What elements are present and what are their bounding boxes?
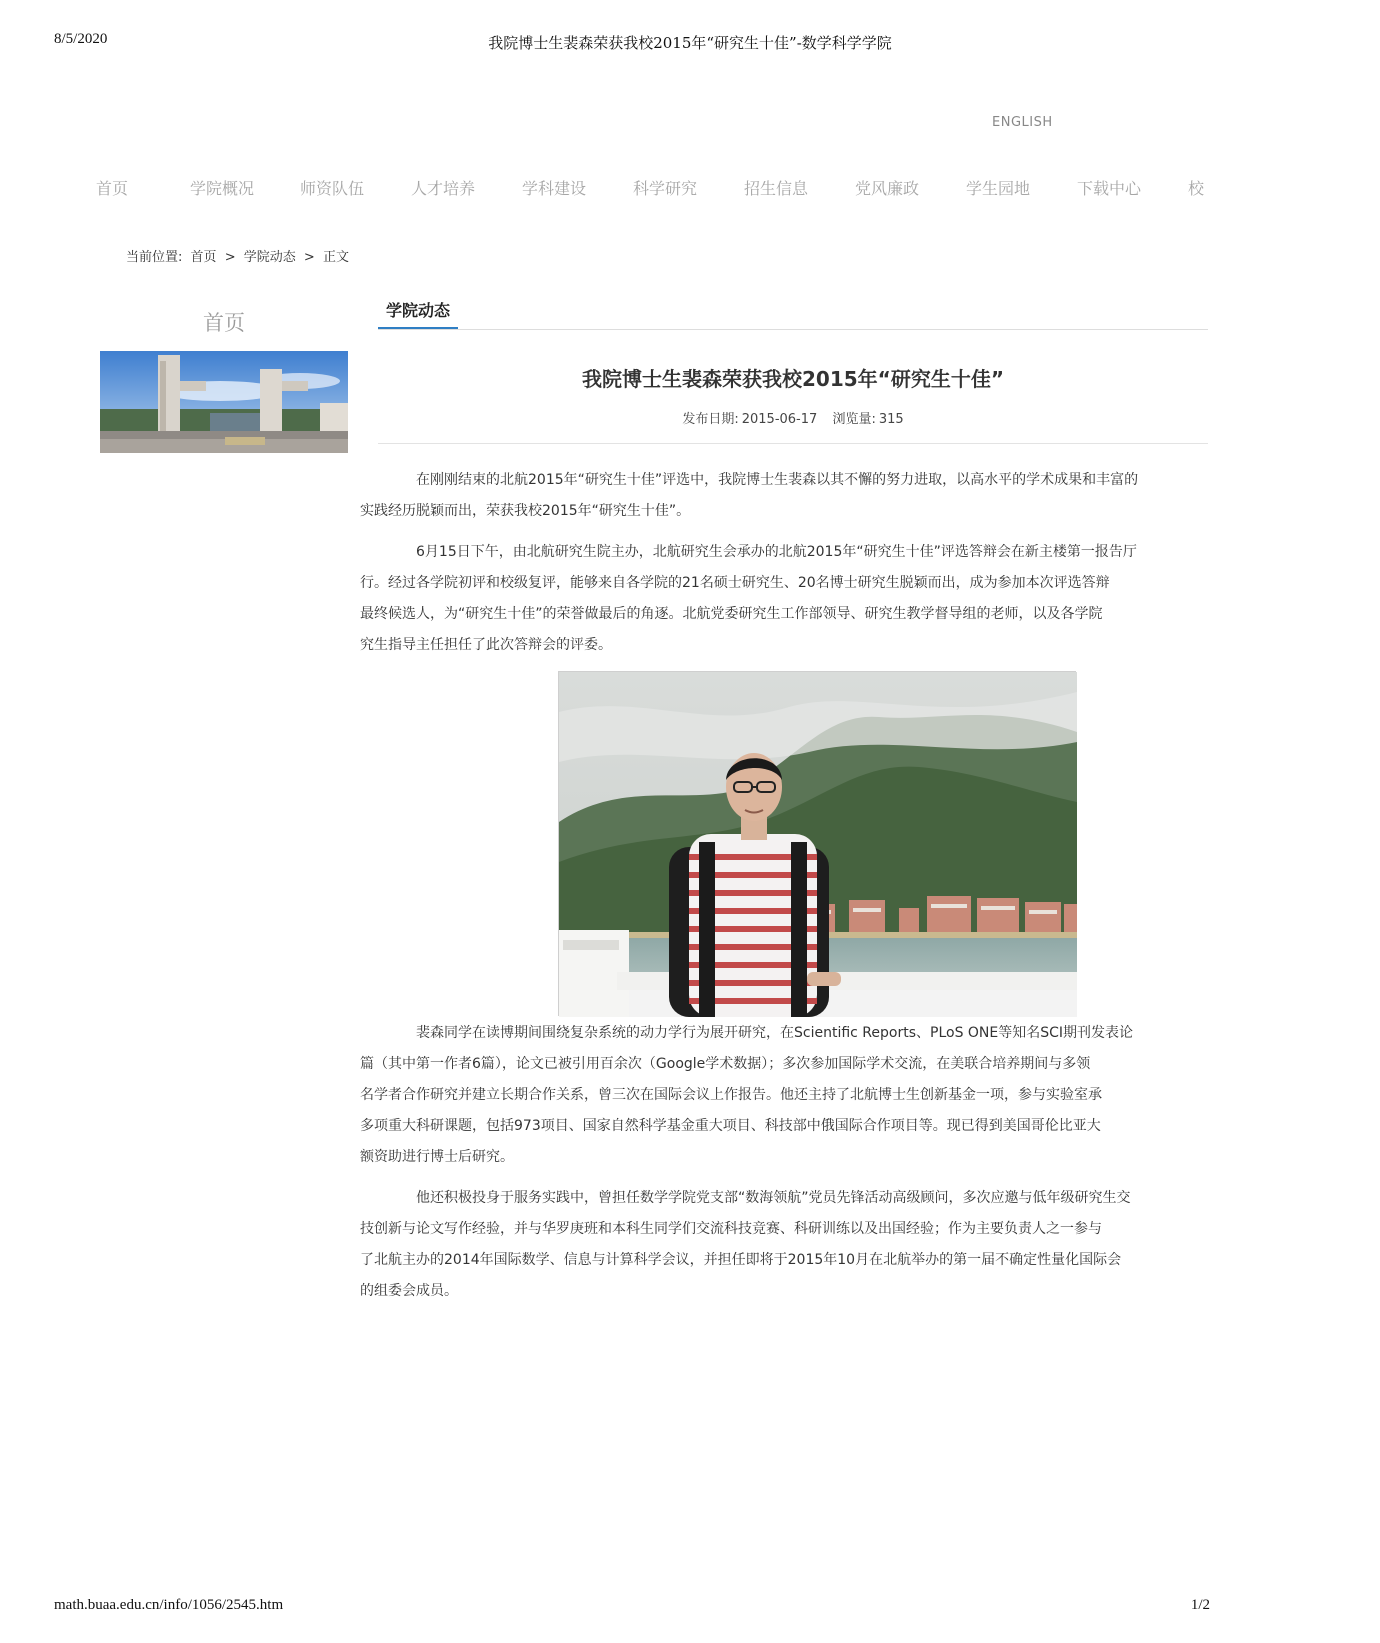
print-title: 我院博士生裴森荣获我校2015年“研究生十佳”-数学科学学院 bbox=[488, 34, 892, 52]
nav-item-overview[interactable]: 学院概况 bbox=[190, 179, 255, 198]
paragraph-line: 最终候选人，为“研究生十佳”的荣誉做最后的角逐。北航党委研究生工作部领导、研究生教学督导组的老师，以及各学院 bbox=[360, 606, 1103, 622]
section-divider bbox=[378, 329, 1208, 330]
paragraph-line: 裴森同学在读博期间围绕复杂系统的动力学行为展开研究，在Scientific Reports、PLoS ONE等知名SCI期刊发表论 bbox=[416, 1025, 1134, 1041]
article-photo bbox=[558, 671, 1076, 1016]
paragraph-line: 技创新与论文写作经验，并与华罗庚班和本科生同学们交流科技竞赛、科研训练以及出国经验；作为主要负责人之一参与 bbox=[360, 1221, 1102, 1237]
paragraph-line: 在刚刚结束的北航2015年“研究生十佳”评选中，我院博士生裴森以其不懈的努力进取，以高水平的学术成果和丰富的 bbox=[416, 472, 1139, 488]
nav-item-admissions[interactable]: 招生信息 bbox=[744, 179, 809, 198]
paragraph-line: 实践经历脱颖而出，荣获我校2015年“研究生十佳”。 bbox=[360, 503, 691, 519]
sidebar-title: 首页 bbox=[203, 311, 245, 335]
paragraph-line: 额资助进行博士后研究。 bbox=[360, 1149, 514, 1165]
publish-date: 2015-06-17 bbox=[741, 412, 818, 427]
print-url: math.buaa.edu.cn/info/1056/2545.htm bbox=[54, 1597, 284, 1613]
article-body-top bbox=[360, 465, 1208, 661]
paragraph-line: 名学者合作研究并建立长期合作关系，曾三次在国际会议上作报告。他还主持了北航博士生创新基金一项，参与实验室承 bbox=[360, 1087, 1102, 1103]
paragraph-line: 行。经过各学院初评和校级复评，能够来自各学院的21名硕士研究生、20名博士研究生脱颖而出，成为参加本次评选答辩 bbox=[360, 575, 1110, 591]
english-link[interactable]: ENGLISH bbox=[992, 115, 1053, 130]
paragraph-line: 究生指导主任担任了此次答辩会的评委。 bbox=[360, 637, 612, 653]
breadcrumb-separator: > bbox=[224, 250, 236, 265]
campus-gate-image bbox=[100, 351, 348, 453]
nav-item-students[interactable]: 学生园地 bbox=[966, 179, 1031, 198]
main-nav bbox=[60, 172, 1210, 202]
breadcrumb-home[interactable]: 首页 bbox=[190, 250, 217, 265]
nav-item-downloads[interactable]: 下载中心 bbox=[1077, 179, 1142, 198]
paragraph-line: 篇（其中第一作者6篇），论文已被引用百余次（Google学术数据）；多次参加国际学术交流，在美联合培养期间与多领 bbox=[360, 1056, 1091, 1072]
paragraph-line: 6月15日下午，由北航研究生院主办，北航研究生会承办的北航2015年“研究生十佳”评选答辩会在新主楼第一报告厅 bbox=[416, 544, 1137, 560]
nav-item-home[interactable]: 首页 bbox=[96, 179, 129, 198]
paragraph-line: 他还积极投身于服务实践中，曾担任数学学院党支部“数海领航”党员先锋活动高级顾问，多次应邀与低年级研究生交 bbox=[416, 1190, 1131, 1206]
paragraph-line: 多项重大科研课题，包括973项目、国家自然科学基金重大项目、科技部中俄国际合作项目等。现已得到美国哥伦比亚大 bbox=[360, 1118, 1101, 1134]
article-meta bbox=[378, 408, 1208, 427]
nav-item-party[interactable]: 党风廉政 bbox=[855, 179, 920, 198]
article-title: 我院博士生裴森荣获我校2015年“研究生十佳” bbox=[582, 367, 1004, 391]
print-date: 8/5/2020 bbox=[54, 31, 108, 47]
nav-item-faculty[interactable]: 师资队伍 bbox=[300, 179, 365, 198]
views-label: 浏览量: bbox=[832, 412, 876, 427]
article-paragraph bbox=[360, 465, 1208, 527]
breadcrumb-separator: > bbox=[303, 250, 315, 265]
views-count: 315 bbox=[878, 412, 904, 427]
paragraph-line: 了北航主办的2014年国际数学、信息与计算科学会议，并担任即将于2015年10月在北航举办的第一届不确定性量化国际会 bbox=[360, 1252, 1122, 1268]
article-paragraph bbox=[360, 1183, 1208, 1307]
meta-divider bbox=[378, 443, 1208, 444]
paragraph-line: 的组委会成员。 bbox=[360, 1283, 458, 1299]
tab-college-news[interactable]: 学院动态 bbox=[378, 298, 458, 330]
print-page-number: 1/2 bbox=[1190, 1597, 1210, 1613]
nav-item-disciplines[interactable]: 学科建设 bbox=[522, 179, 587, 198]
breadcrumb-current: 正文 bbox=[322, 250, 349, 265]
article-body-bottom bbox=[360, 1018, 1208, 1307]
article-paragraph bbox=[360, 537, 1208, 661]
nav-item-research[interactable]: 科学研究 bbox=[633, 179, 698, 198]
publish-date-label: 发布日期: bbox=[682, 412, 739, 427]
nav-item-education[interactable]: 人才培养 bbox=[411, 179, 476, 198]
breadcrumb-label: 当前位置: bbox=[126, 250, 183, 265]
nav-item-alumni[interactable]: 校 bbox=[1188, 179, 1205, 198]
breadcrumb bbox=[126, 246, 353, 265]
breadcrumb-section[interactable]: 学院动态 bbox=[243, 250, 296, 265]
article-paragraph bbox=[360, 1018, 1208, 1173]
